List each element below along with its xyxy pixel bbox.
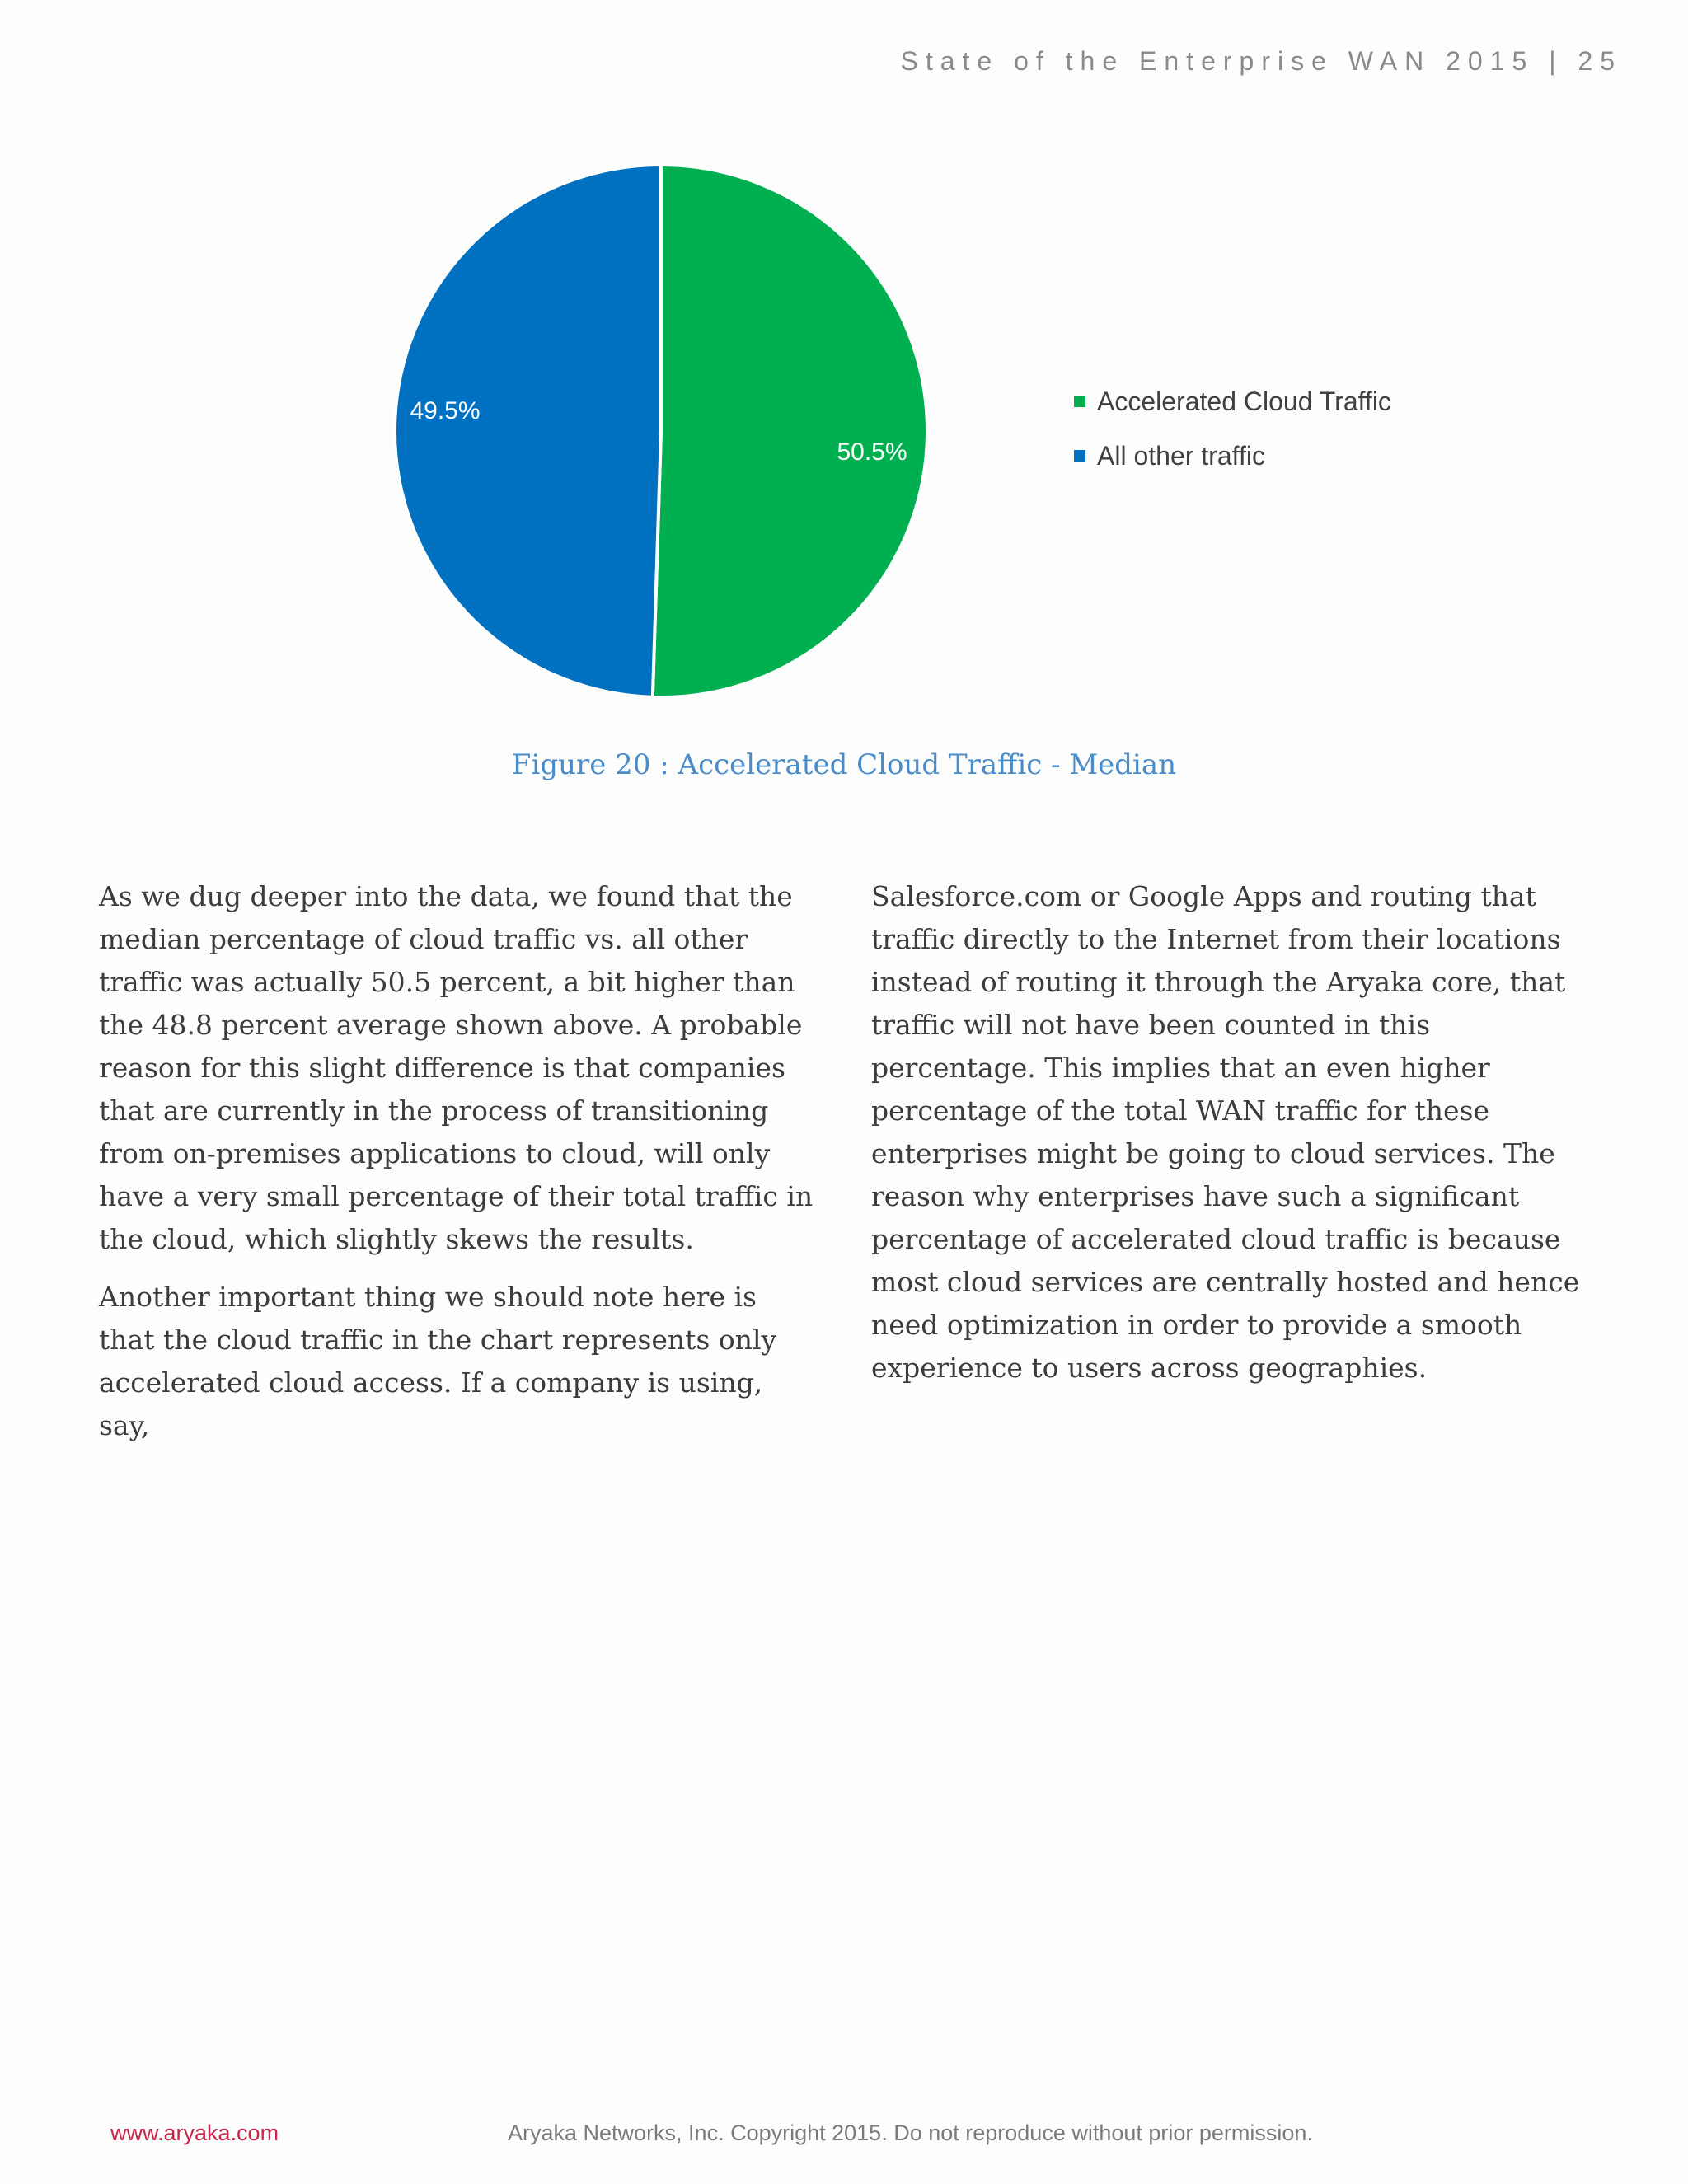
running-header: State of the Enterprise WAN 2015 | 25: [900, 46, 1622, 76]
body-columns: [99, 875, 1592, 1462]
pie-data-label: 50.5%: [837, 438, 907, 466]
chart-legend: [1074, 383, 1391, 492]
legend-swatch-blue: [1074, 450, 1085, 462]
pie-chart-svg: [0, 124, 1688, 717]
pie-slice-accelerated-cloud-traffic: [653, 165, 927, 697]
copyright-notice: Aryaka Networks, Inc. Copyright 2015. Do not reproduce without prior permission.: [508, 2121, 1313, 2145]
legend-label: All other traffic: [1097, 440, 1265, 471]
paragraph: Salesforce.com or Google Apps and routing that traffic directly to the Internet from their locations instead of routing it through the Aryaka core, that traffic will not have been counted in this percentage. This implies that an even higher percentage of the total WAN traffic for these enterprises might be going to cloud services. The reason why enterprises have such a significant percentage of accelerated cloud traffic is because most cloud services are centrally hosted and hence need optimization in order to provide a smooth experience to users across geographies.: [871, 880, 1580, 1384]
figure-caption: Figure 20 : Accelerated Cloud Traffic - Median: [511, 748, 1177, 781]
right-column: [871, 875, 1592, 1462]
legend-label: Accelerated Cloud Traffic: [1097, 386, 1391, 416]
pie-chart: [0, 124, 1688, 717]
paragraph: Another important thing we should note here is that the cloud traffic in the chart represents only accelerated cloud access. If a company is using, say,: [99, 1281, 777, 1441]
pie-data-label: 49.5%: [410, 397, 481, 424]
legend-item-all-other-traffic: [1074, 438, 1391, 474]
legend-item-accelerated-cloud-traffic: [1074, 383, 1391, 419]
pie-slice-all-other-traffic: [395, 165, 661, 697]
left-column: [99, 875, 820, 1462]
paragraph: As we dug deeper into the data, we found that the median percentage of cloud traffic vs. all other traffic was actually 50.5 percent, a bit higher than the 48.8 percent average shown above. A probable reason for this slight difference is that companies that are currently in the process of transitioning from on-premises applications to cloud, will only have a very small percentage of their total traffic in the cloud, which slightly skews the results.: [99, 880, 814, 1255]
website-link[interactable]: www.aryaka.com: [110, 2121, 279, 2145]
legend-swatch-green: [1074, 396, 1085, 407]
